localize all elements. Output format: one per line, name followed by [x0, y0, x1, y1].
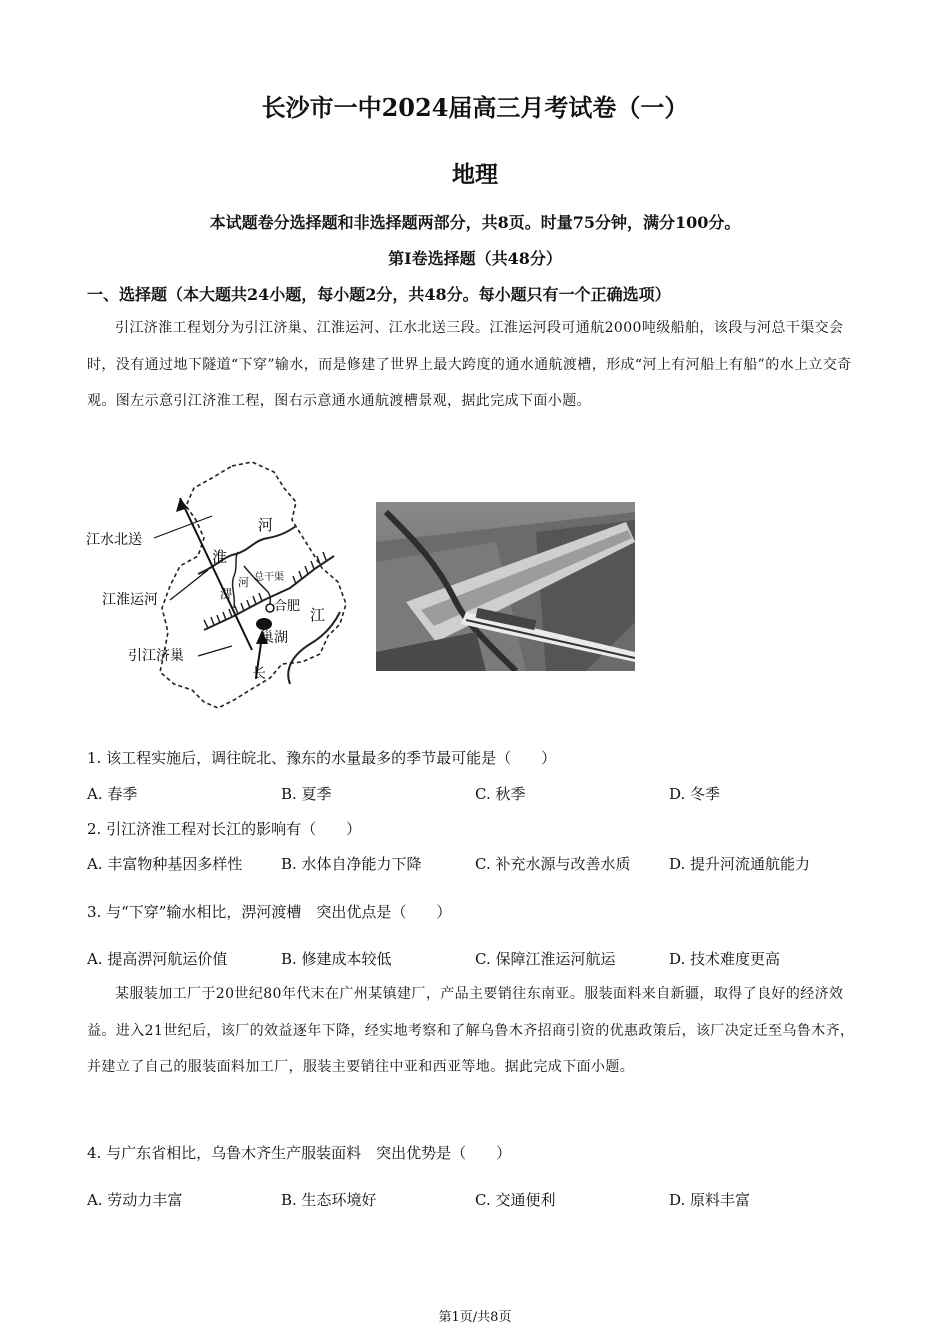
- hefei-marker: [266, 604, 274, 612]
- q1-option-b[interactable]: B. 夏季: [281, 785, 332, 803]
- q4-option-c[interactable]: C. 交通便利: [475, 1191, 556, 1209]
- project-map: [84, 458, 356, 714]
- label-huai: 淮: [212, 548, 228, 566]
- subject-title: 地理: [452, 161, 498, 188]
- label-pi: 淠: [220, 587, 233, 601]
- part-heading: 第Ⅰ卷选择题（共48分）: [388, 249, 562, 268]
- label-pi-river: 河: [238, 576, 249, 589]
- q1-option-a[interactable]: A. 春季: [87, 785, 138, 803]
- q1-option-c[interactable]: C. 秋季: [475, 785, 526, 803]
- leader-line: [154, 516, 212, 538]
- chaohu-lake: [256, 618, 272, 630]
- label-main-canal: 总干渠: [254, 572, 284, 583]
- q4-option-d[interactable]: D. 原料丰富: [669, 1191, 751, 1209]
- q2-option-b[interactable]: B. 水体自净能力下降: [281, 855, 422, 873]
- q2-option-d[interactable]: D. 提升河流通航能力: [669, 855, 811, 873]
- leader-line: [198, 646, 232, 656]
- q3-option-c[interactable]: C. 保障江淮运河航运: [475, 950, 616, 968]
- question-1-stem: 1. 该工程实施后，调往皖北、豫东的水量最多的季节最可能是（ ）: [87, 749, 557, 767]
- north-transfer-arrow: [180, 498, 252, 650]
- label-chaohu: 巢湖: [260, 630, 288, 646]
- label-hefei: 合肥: [274, 599, 301, 614]
- exam-info: 本试题卷分选择题和非选择题两部分，共8页。时量75分钟，满分100分。: [209, 213, 741, 232]
- exam-title: 长沙市一中2024届高三月考试卷（一）: [261, 93, 689, 122]
- q2-option-c[interactable]: C. 补充水源与改善水质: [475, 855, 631, 873]
- aqueduct-photo: [376, 502, 635, 671]
- passage-2: 某服装加工厂于20世纪80年代末在广州某镇建厂，产品主要销往东南亚。服装面料来自新疆，取得了良好的经济效益。进入21世纪后，该厂的效益逐年下降，经实地考察和了解乌鲁木齐招商引资的优惠政策后，该厂决定迁至乌鲁木齐，并建立了自己的服装面料加工厂，服装主要销往中亚和西亚等地。据此完成下面小题。: [87, 986, 855, 1075]
- question-2-stem: 2. 引江济淮工程对长江的影响有（ ）: [87, 820, 362, 838]
- passage-1: 引江济淮工程划分为引江济巢、江淮运河、江水北送三段。江淮运河段可通航2000吨级船舶，该段与河总干渠交会时，没有通过地下隧道“下穿”输水，而是修建了世界上最大跨度的通水通航渡槽，形成“河上有河船上有船”的水上立交奇观。图左示意引江济淮工程，图右示意通水通航渡槽景观，据此完成下面小题。: [87, 320, 852, 409]
- label-jiang: 江: [310, 606, 326, 624]
- question-3-stem: 3. 与“下穿”输水相比，淠河渡槽 突出优点是（ ）: [87, 903, 452, 921]
- q4-option-a[interactable]: A. 劳动力丰富: [87, 1191, 183, 1209]
- question-4-stem: 4. 与广东省相比，乌鲁木齐生产服装面料 突出优势是（ ）: [87, 1144, 512, 1162]
- q4-option-b[interactable]: B. 生态环境好: [281, 1191, 377, 1209]
- q3-option-d[interactable]: D. 技术难度更高: [669, 950, 781, 968]
- section-heading: 一、选择题（本大题共24小题，每小题2分，共48分。每小题只有一个正确选项）: [87, 285, 671, 304]
- q3-option-a[interactable]: A. 提高淠河航运价值: [87, 950, 228, 968]
- label-canal: 江淮运河: [102, 592, 158, 608]
- label-he: 河: [258, 516, 274, 534]
- label-chao-transfer: 引江济巢: [128, 648, 184, 664]
- q2-option-a[interactable]: A. 丰富物种基因多样性: [87, 855, 243, 873]
- q3-option-b[interactable]: B. 修建成本较低: [281, 950, 392, 968]
- page-footer: 第1页/共8页: [438, 1310, 512, 1325]
- label-north-transfer: 江水北送: [86, 532, 142, 548]
- label-chang: 长: [252, 666, 266, 682]
- q1-option-d[interactable]: D. 冬季: [669, 785, 721, 803]
